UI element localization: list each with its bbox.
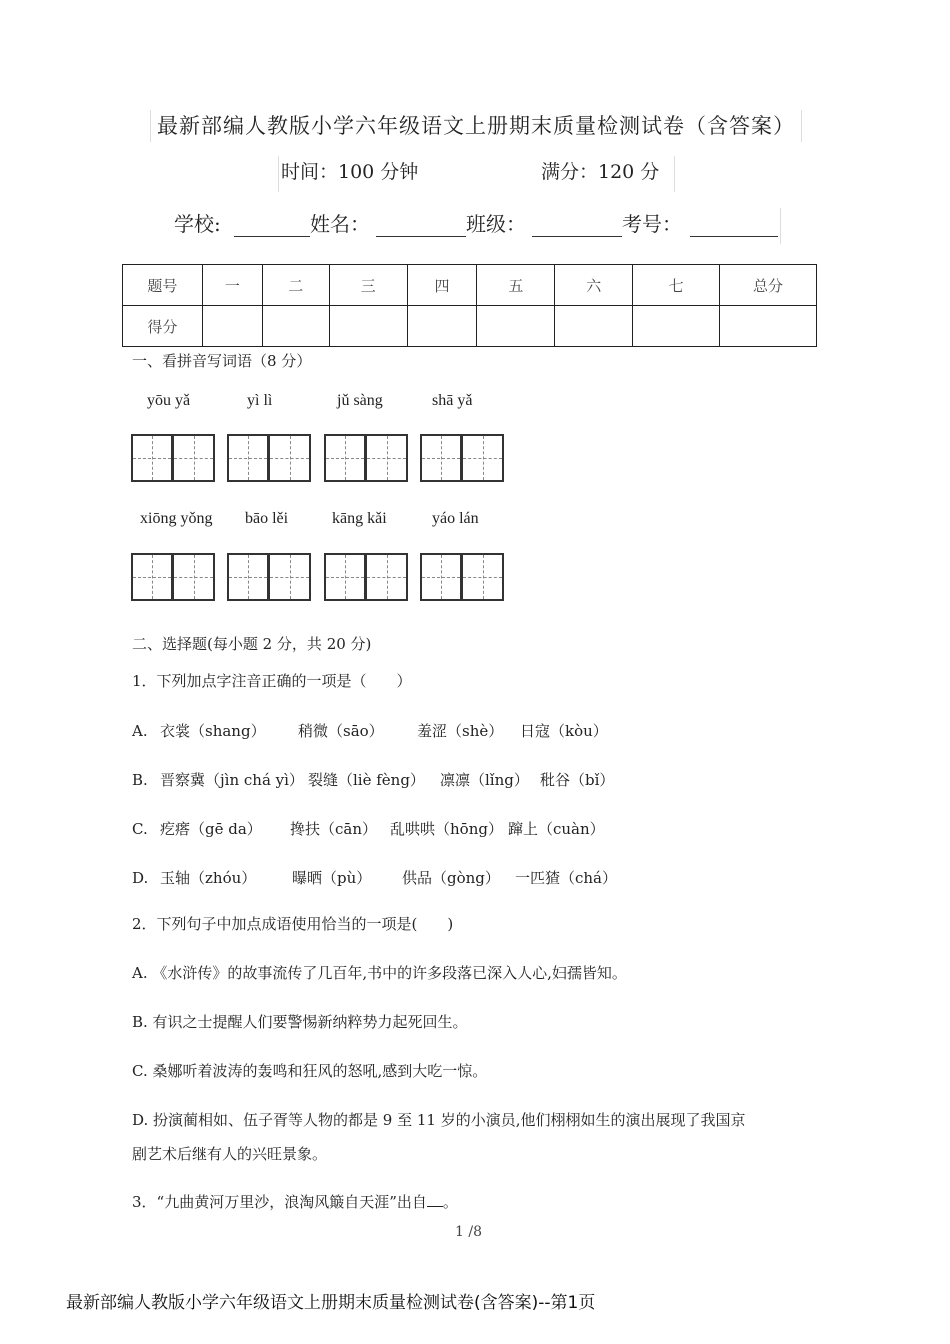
pinyin-item: yáo lán <box>432 510 479 527</box>
school-label: 学校: <box>174 212 221 236</box>
exam-no-label: 考号： <box>622 212 682 236</box>
pinyin-item: xiōng yǒng <box>140 510 213 527</box>
q3-stem-end: 。 <box>442 1193 458 1211</box>
q1-option-d-item: 曝晒（pù） <box>292 869 372 887</box>
q2-option-a: A. 《水浒传》的故事流传了几百年,书中的许多段落已深入人心,妇孺皆知。 <box>132 964 627 982</box>
exam-time-score-line <box>278 156 675 192</box>
question-1-stem: 1．下列加点字注音正确的一项是（ ） <box>132 672 412 690</box>
q1-option-a-label: A. <box>132 722 148 740</box>
score-table <box>122 264 817 347</box>
q3-stem-text: 3．“九曲黄河万里沙，浪淘风簸自天涯”出自 <box>132 1193 427 1211</box>
exam-time: 时间：100 分钟 <box>281 161 419 183</box>
exam-full-score: 满分：120 分 <box>541 161 660 183</box>
pinyin-item: kāng kǎi <box>332 510 387 527</box>
exam-no-blank[interactable] <box>690 212 778 237</box>
writing-grid[interactable] <box>324 434 408 482</box>
q1-option-c-item: 乱哄哄（hōng） <box>390 820 503 838</box>
class-label: 班级： <box>466 212 526 236</box>
page-footer: 最新部编人教版小学六年级语文上册期末质量检测试卷(含答案)--第1页 <box>66 1293 596 1313</box>
q2-option-d-line1: D. 扮演蔺相如、伍子胥等人物的都是 9 至 11 岁的小演员,他们栩栩如生的演出展现了我国京 <box>132 1111 746 1129</box>
q1-option-a-item: 羞涩（shè） <box>417 722 504 740</box>
school-blank[interactable] <box>234 212 310 237</box>
pinyin-item: jǔ sàng <box>337 392 383 409</box>
score-table-header-row <box>123 265 817 306</box>
q2-option-d-line2: 剧艺术后继有人的兴旺景象。 <box>132 1145 328 1163</box>
pinyin-item: shā yǎ <box>432 392 473 409</box>
question-2-stem: 2．下列句子中加点成语使用恰当的一项是( ) <box>132 915 454 933</box>
writing-grid[interactable] <box>131 434 215 482</box>
score-input-cell[interactable] <box>262 306 329 347</box>
writing-grid[interactable] <box>420 434 504 482</box>
q1-option-b-item: 秕谷（bǐ） <box>540 771 615 789</box>
score-header-cell: 总分 <box>720 265 817 306</box>
score-input-cell[interactable] <box>720 306 817 347</box>
q1-option-b-item: 凛凛（lǐng） <box>440 771 529 789</box>
q2-option-c: C. 桑娜听着波涛的轰鸣和狂风的怒吼,感到大吃一惊。 <box>132 1062 488 1080</box>
q1-option-c-label: C. <box>132 820 148 838</box>
writing-grid[interactable] <box>227 553 311 601</box>
name-blank[interactable] <box>376 212 466 237</box>
question-3-stem <box>132 1190 458 1213</box>
q2-option-b: B. 有识之士提醒人们要警惕新纳粹势力起死回生。 <box>132 1013 468 1031</box>
q1-option-c-item: 搀扶（cān） <box>290 820 378 838</box>
section2-title: 二、选择题(每小题 2 分，共 20 分) <box>132 635 372 653</box>
score-header-cell: 二 <box>262 265 329 306</box>
score-header-cell: 六 <box>555 265 633 306</box>
score-input-cell[interactable] <box>477 306 555 347</box>
pinyin-item: yōu yǎ <box>147 392 191 409</box>
score-header-cell: 题号 <box>123 265 203 306</box>
student-info-line <box>170 208 781 244</box>
q3-answer-blank[interactable] <box>427 1190 443 1207</box>
pinyin-item: yì lì <box>247 392 273 409</box>
score-row-label: 得分 <box>123 306 203 347</box>
score-input-cell[interactable] <box>633 306 720 347</box>
page-number: 1 /8 <box>455 1224 482 1240</box>
q1-option-a-item: 稍微（sāo） <box>298 722 384 740</box>
class-blank[interactable] <box>532 212 622 237</box>
q1-option-c-item: 疙瘩（gē da） <box>160 820 262 838</box>
score-input-cell[interactable] <box>555 306 633 347</box>
q1-option-d-item: 一匹猹（chá） <box>515 869 618 887</box>
q1-option-c-item: 蹿上（cuàn） <box>508 820 605 838</box>
q1-option-a-item: 日寇（kòu） <box>520 722 608 740</box>
score-input-cell[interactable] <box>202 306 262 347</box>
score-header-cell: 一 <box>202 265 262 306</box>
score-header-cell: 七 <box>633 265 720 306</box>
writing-grid[interactable] <box>420 553 504 601</box>
pinyin-item: bāo lěi <box>245 510 289 527</box>
q1-option-a-item: 衣裳（shang） <box>160 722 266 740</box>
q1-option-d-item: 供品（gòng） <box>402 869 500 887</box>
score-input-cell[interactable] <box>407 306 477 347</box>
name-label: 姓名： <box>310 212 370 236</box>
score-table-score-row <box>123 306 817 347</box>
q1-option-b-item: 裂缝（liè fèng） <box>308 771 425 789</box>
exam-title: 最新部编人教版小学六年级语文上册期末质量检测试卷（含答案） <box>150 110 802 142</box>
writing-grid[interactable] <box>227 434 311 482</box>
score-header-cell: 三 <box>329 265 407 306</box>
score-header-cell: 四 <box>407 265 477 306</box>
q1-option-b-item: 晋察冀（jìn chá yì） <box>160 771 304 789</box>
writing-grid[interactable] <box>131 553 215 601</box>
q1-option-d-label: D. <box>132 869 149 887</box>
writing-grid[interactable] <box>324 553 408 601</box>
score-input-cell[interactable] <box>329 306 407 347</box>
score-header-cell: 五 <box>477 265 555 306</box>
q1-option-d-item: 玉轴（zhóu） <box>160 869 257 887</box>
section1-title: 一、看拼音写词语（8 分） <box>132 352 312 370</box>
q1-option-b-label: B. <box>132 771 148 789</box>
